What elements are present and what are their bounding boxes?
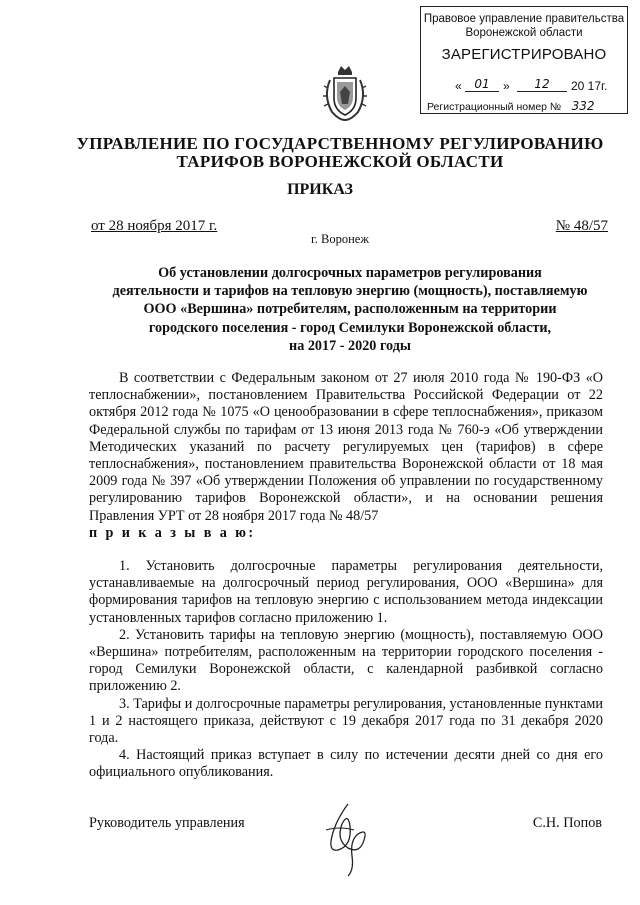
order-number: № 48/57 bbox=[555, 218, 608, 234]
subject-line: ООО «Вершина» потребителям, расположенным на территории bbox=[143, 301, 557, 318]
signer-position: Руководитель управления bbox=[89, 815, 245, 831]
order-city: г. Воронеж bbox=[311, 232, 369, 246]
agency-name-line1: УПРАВЛЕНИЕ ПО ГОСУДАРСТВЕННОМУ РЕГУЛИРОВАНИЮ bbox=[76, 134, 604, 153]
signer-name: С.Н. Попов bbox=[532, 815, 602, 831]
order-items bbox=[89, 558, 603, 782]
stamp-regno-row bbox=[427, 99, 621, 114]
decree-word: п р и к а з ы в а ю: bbox=[89, 524, 256, 541]
stamp-title: ЗАРЕГИСТРИРОВАНО bbox=[441, 46, 607, 63]
subject-line: на 2017 - 2020 годы bbox=[289, 337, 411, 354]
stamp-regno-value: 332 bbox=[564, 99, 602, 114]
stamp-org-line2: Воронежской области bbox=[465, 27, 583, 39]
subject-line: деятельности и тарифов на тепловую энергию (мощность), поставляемую bbox=[112, 283, 588, 300]
order-subject bbox=[100, 264, 600, 355]
order-item: 1. Установить долгосрочные параметры регулирования деятельности, устанавливаемые на долгосрочный период регулирования, ООО «Вершина» для формирования тарифов на тепловую энергию с использованием метода индексации установленных тарифов согласно приложению 1. bbox=[89, 558, 603, 626]
order-item: 3. Тарифы и долгосрочные параметры регулирования, установленные пунктами 1 и 2 настоящего приказа, действуют с 19 декабря 2017 года по 31 декабря 2020 года. bbox=[89, 695, 603, 747]
preamble-paragraph: В соответствии с Федеральным законом от 27 июля 2010 года № 190-ФЗ «О теплоснабжении», постановлением Правительства Российской Федерации от 22 октября 2012 года № 1075 «О ценообразовании в сфере теплоснабжения», приказом Федеральной службы по тарифам от 13 июня 2013 года № 760-э «Об утверждении Методических указаний по расчету регулируемых цен (тарифов) в сфере теплоснабжения», постановлением правительства Воронежской области от 18 мая 2009 года № 397 «Об утверждении Положения об управлении по государственному регулированию тарифов Воронежской области», и на основании решения Правления УРТ от 28 ноября 2017 года № 48/57 bbox=[89, 370, 603, 524]
stamp-quote-open: « bbox=[455, 79, 462, 93]
stamp-org-line1: Правовое управление правительства bbox=[423, 13, 625, 25]
stamp-year: 20 17г. bbox=[571, 79, 608, 93]
coat-of-arms-icon bbox=[318, 62, 372, 124]
stamp-regno-label: Регистрационный номер № bbox=[427, 101, 562, 113]
stamp-quote-close: » bbox=[503, 79, 510, 93]
stamp-day: 01 bbox=[465, 77, 499, 92]
registration-stamp bbox=[420, 6, 628, 114]
order-item: 4. Настоящий приказ вступает в силу по истечении десяти дней со дня его официального опубликования. bbox=[89, 747, 603, 781]
order-item: 2. Установить тарифы на тепловую энергию (мощность), поставляемую ООО «Вершина» потребителям, расположенным на территории городского поселения - город Семилуки Воронежской области, с календарной разбивкой согласно приложению 2. bbox=[89, 626, 603, 695]
document-type: ПРИКАЗ bbox=[287, 181, 353, 198]
handwritten-signature bbox=[318, 800, 378, 878]
stamp-date-row bbox=[421, 79, 627, 97]
subject-line: городского поселения - город Семилуки Воронежской области, bbox=[148, 319, 552, 336]
order-body bbox=[89, 370, 603, 782]
agency-name-line2: ТАРИФОВ ВОРОНЕЖСКОЙ ОБЛАСТИ bbox=[176, 152, 504, 171]
stamp-month: 12 bbox=[517, 77, 567, 92]
subject-line: Об установлении долгосрочных параметров регулирования bbox=[158, 265, 542, 281]
order-date: от 28 ноября 2017 г. bbox=[91, 218, 218, 234]
